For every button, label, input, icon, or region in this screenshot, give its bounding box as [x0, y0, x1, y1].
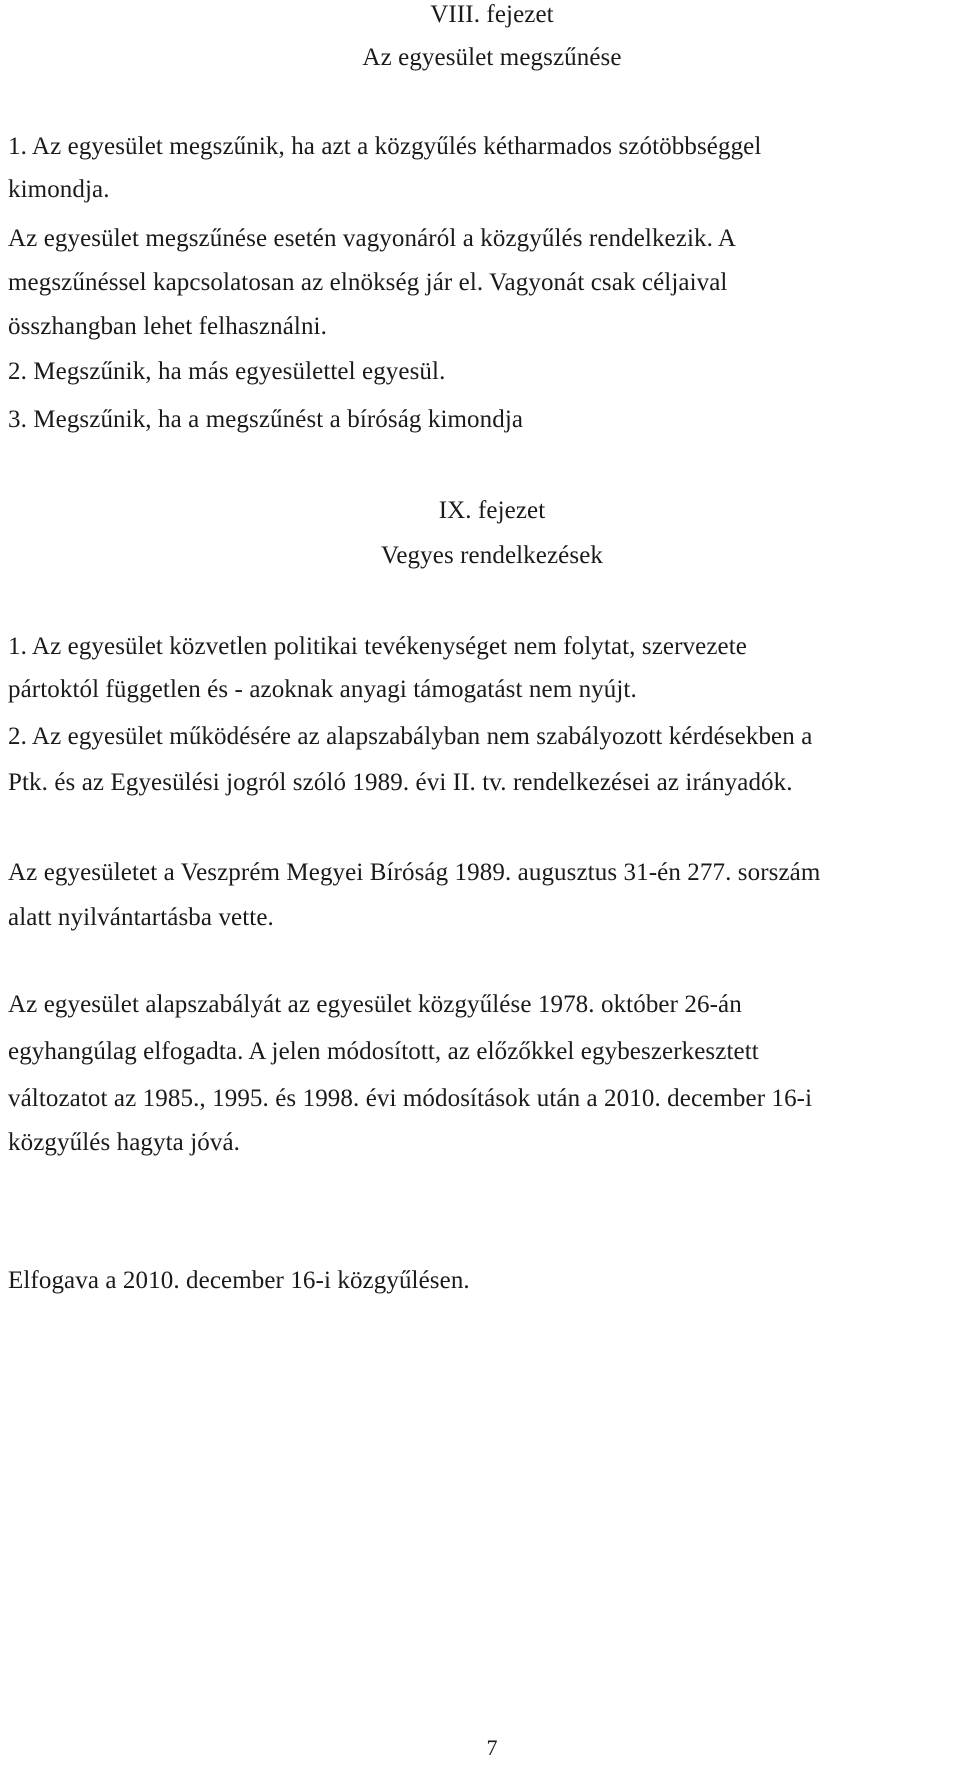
- chapter-9-line-3: 2. Az egyesület működésére az alapszabályban nem szabályozott kérdésekben a: [8, 723, 813, 750]
- adoption-line-3: változatot az 1985., 1995. és 1998. évi módosítások után a 2010. december 16-i: [8, 1085, 813, 1112]
- chapter-8-line-3: Az egyesület megszűnése esetén vagyonáról a közgyűlés rendelkezik. A: [8, 225, 737, 252]
- chapter-9-line-4: Ptk. és az Egyesülési jogról szóló 1989. évi II. tv. rendelkezései az irányadók.: [8, 769, 793, 796]
- registration-line-2: alatt nyilvántartásba vette.: [8, 904, 274, 931]
- adoption-line-4: közgyűlés hagyta jóvá.: [8, 1129, 240, 1156]
- chapter-9-title: Vegyes rendelkezések: [380, 542, 604, 569]
- chapter-8-line-5: összhangban lehet felhasználni.: [8, 313, 327, 340]
- chapter-9-line-1: 1. Az egyesület közvetlen politikai tevékenységet nem folytat, szervezete: [8, 633, 747, 660]
- closing-line: Elfogava a 2010. december 16-i közgyűlésen.: [8, 1267, 470, 1294]
- registration-line-1: Az egyesületet a Veszprém Megyei Bíróság 1989. augusztus 31-én 277. sorszám: [8, 859, 821, 886]
- adoption-line-2: egyhangúlag elfogadta. A jelen módosított, az előzőkkel egybeszerkesztett: [8, 1038, 759, 1065]
- chapter-8-line-2: kimondja.: [8, 176, 110, 203]
- chapter-8-line-6: 2. Megszűnik, ha más egyesülettel egyesül.: [8, 358, 446, 385]
- chapter-8-line-4: megszűnéssel kapcsolatosan az elnökség jár el. Vagyonát csak céljaival: [8, 269, 728, 296]
- adoption-line-1: Az egyesület alapszabályát az egyesület közgyűlése 1978. október 26-án: [8, 991, 742, 1018]
- chapter-9-line-2: pártoktól független és - azoknak anyagi támogatást nem nyújt.: [8, 676, 637, 703]
- chapter-8-line-1: 1. Az egyesület megszűnik, ha azt a közgyűlés kétharmados szótöbbséggel: [8, 133, 762, 160]
- chapter-8-number: VIII. fejezet: [430, 1, 554, 28]
- chapter-8-line-7: 3. Megszűnik, ha a megszűnést a bíróság kimondja: [8, 406, 524, 433]
- chapter-9-number: IX. fejezet: [438, 497, 546, 524]
- chapter-8-title: Az egyesület megszűnése: [362, 44, 622, 71]
- page-number: 7: [486, 1735, 498, 1760]
